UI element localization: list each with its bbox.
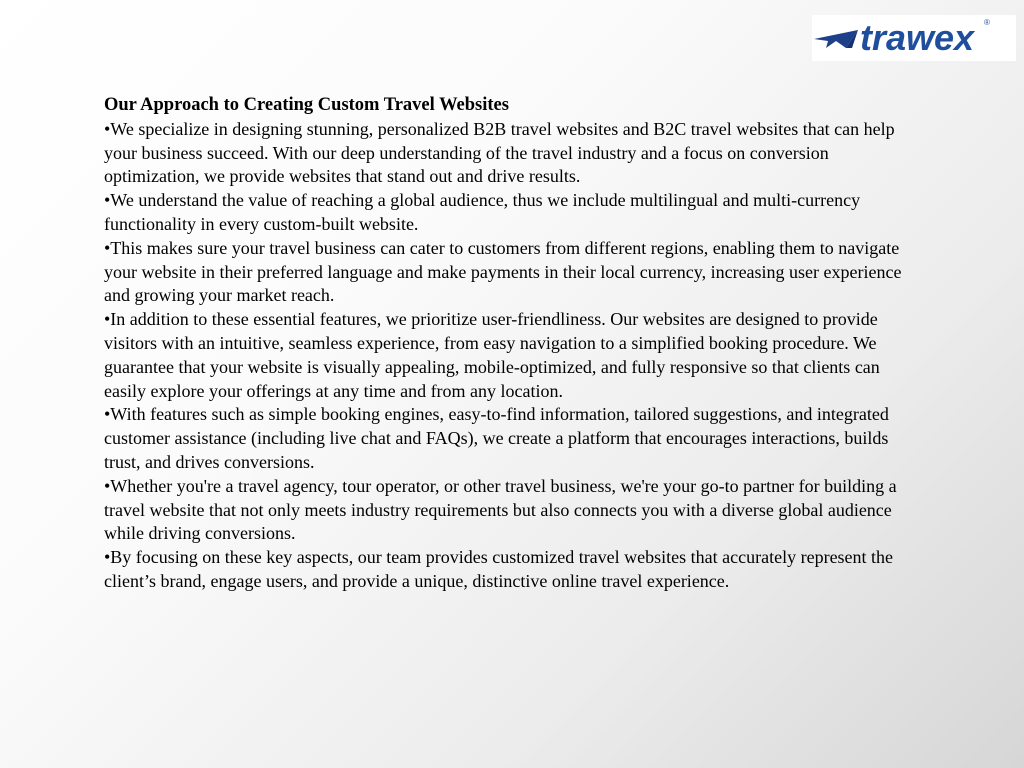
bullet-item: •In addition to these essential features, we prioritize user-friendliness. Our websites are designed to provide visitors with an intuitive, seamless experience, from easy navigation to a simplified booking procedure. We guarantee that your website is visually appealing, mobile-optimized, and fully responsive so that clients can easily explore your offerings at any time and from any location.: [104, 309, 880, 401]
page-title: Our Approach to Creating Custom Travel Websites: [104, 95, 509, 115]
bullet-item: •We specialize in designing stunning, personalized B2B travel websites and B2C travel websites that can help your business succeed. With our deep understanding of the travel industry and a focus on conversion optimization, we provide websites that stand out and drive results.: [104, 118, 895, 187]
bullet-item: •Whether you're a travel agency, tour operator, or other travel business, we're your go-to partner for building a travel website that not only meets industry requirements but also connects you with a diverse global audience while driving conversions.: [104, 475, 897, 544]
bullet-item: •By focusing on these key aspects, our team provides customized travel websites that accurately represent the client’s brand, engage users, and provide a unique, distinctive online travel experience.: [104, 547, 894, 591]
bullet-item: •With features such as simple booking engines, easy-to-find information, tailored suggestions, and integrated customer assistance (including live chat and FAQs), we create a platform that encourages interactions, builds trust, and drives conversions.: [104, 404, 889, 472]
logo-wordmark: trawex: [860, 17, 975, 58]
bullet-item: •We understand the value of reaching a global audience, thus we include multilingual and multi-currency functionality in every custom-built website.: [104, 190, 861, 234]
registered-mark: ®: [984, 18, 990, 27]
bullet-item: •This makes sure your travel business can cater to customers from different regions, enabling them to navigate your website in their preferred language and make payments in their local currency, increasing user experience and growing your market reach.: [104, 237, 902, 306]
content-block: [104, 94, 924, 594]
trawex-logo: [812, 15, 1016, 61]
logo-graphic: [812, 15, 1016, 61]
